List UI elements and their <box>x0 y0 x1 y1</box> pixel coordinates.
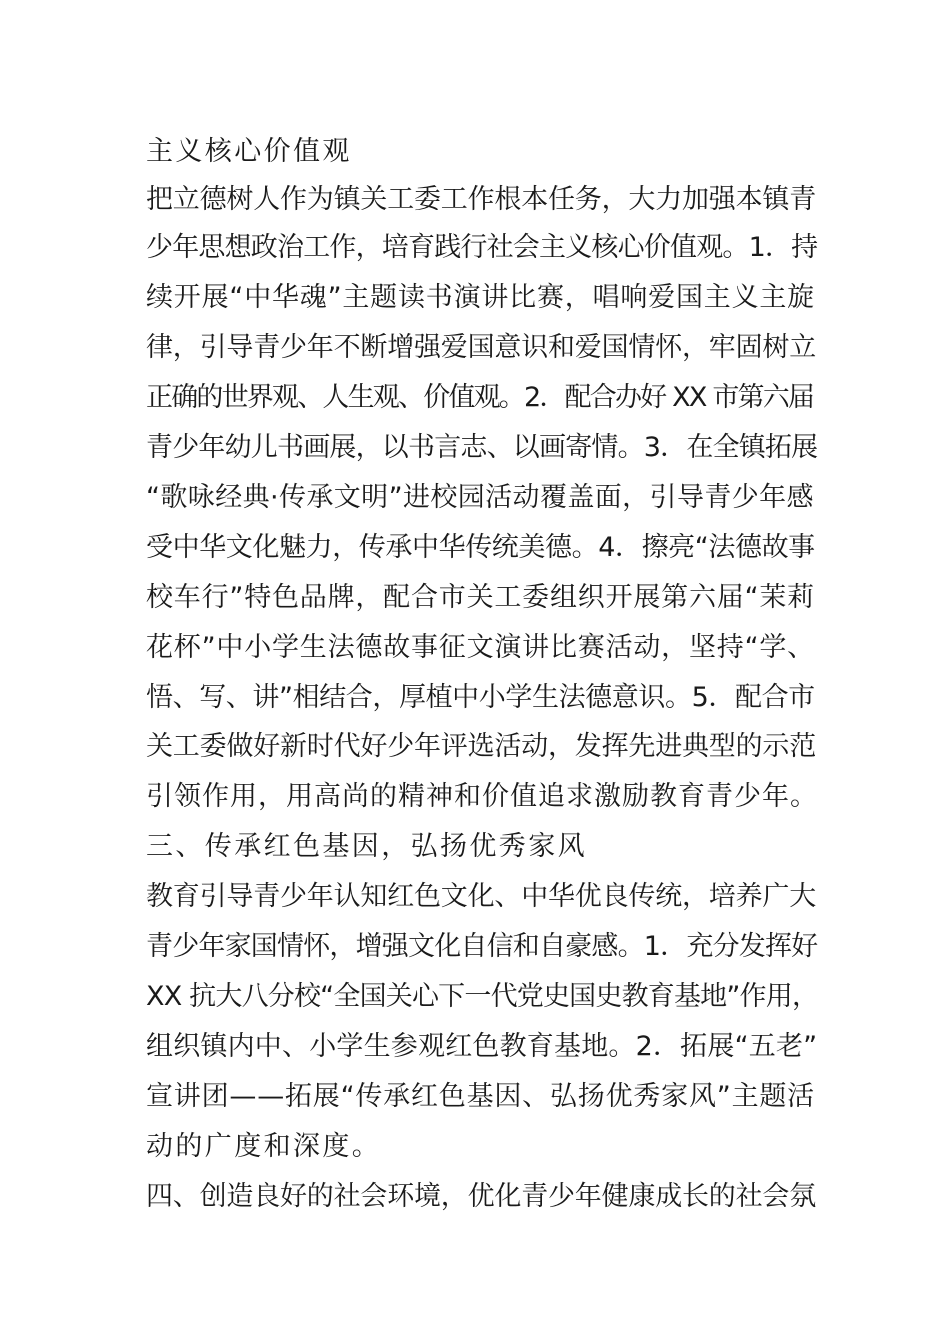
text-line: 律，引导青少年不断增强爱国意识和爱国情怀，牢固树立 <box>146 332 816 363</box>
text-line: 花杯”中小学生法德故事征文演讲比赛活动，坚持“学、 <box>146 632 815 663</box>
text-line: 悟、写、讲”相结合，厚植中小学生法德意识。5．配合市 <box>146 682 815 713</box>
text-line: 青少年家国情怀，增强文化自信和自豪感。1．充分发挥好 <box>146 931 818 962</box>
text-line: 宣讲团——拓展“传承红色基因、弘扬优秀家风”主题活 <box>146 1081 815 1112</box>
text-line: 动的广度和深度。 <box>146 1131 382 1162</box>
text-line: 关工委做好新时代好少年评选活动，发挥先进典型的示范 <box>146 731 816 762</box>
text-line: “歌咏经典·传承文明”进校园活动覆盖面，引导青少年感 <box>146 482 814 513</box>
text-line: 把立德树人作为镇关工委工作根本任务，大力加强本镇青 <box>146 184 816 215</box>
text-line: 主义核心价值观 <box>146 136 352 167</box>
text-line: XX 抗大八分校“全国关心下一代党史国史教育基地”作用， <box>146 981 819 1012</box>
section-heading: 三、传承红色基因，弘扬优秀家风 <box>146 831 587 862</box>
text-line: 正确的世界观、人生观、价值观。2．配合办好 XX 市第六届 <box>146 382 814 413</box>
section-heading: 四、创造良好的社会环境，优化青少年健康成长的社会氛 <box>146 1181 816 1212</box>
text-line: 校车行”特色品牌，配合市关工委组织开展第六届“茉莉 <box>146 582 815 613</box>
text-line: 青少年幼儿书画展，以书言志、以画寄情。3．在全镇拓展 <box>146 432 818 463</box>
text-line: 组织镇内中、小学生参观红色教育基地。2．拓展“五老” <box>146 1031 818 1062</box>
text-line: 受中华文化魅力，传承中华传统美德。4．擦亮“法德故事 <box>146 532 815 563</box>
text-line: 引领作用，用高尚的精神和价值追求激励教育青少年。 <box>146 781 818 812</box>
text-line: 续开展“中华魂”主题读书演讲比赛，唱响爱国主义主旋 <box>146 282 815 313</box>
text-line: 教育引导青少年认知红色文化、中华优良传统，培养广大 <box>146 881 816 912</box>
text-line: 少年思想政治工作，培育践行社会主义核心价值观。1．持 <box>146 232 818 263</box>
